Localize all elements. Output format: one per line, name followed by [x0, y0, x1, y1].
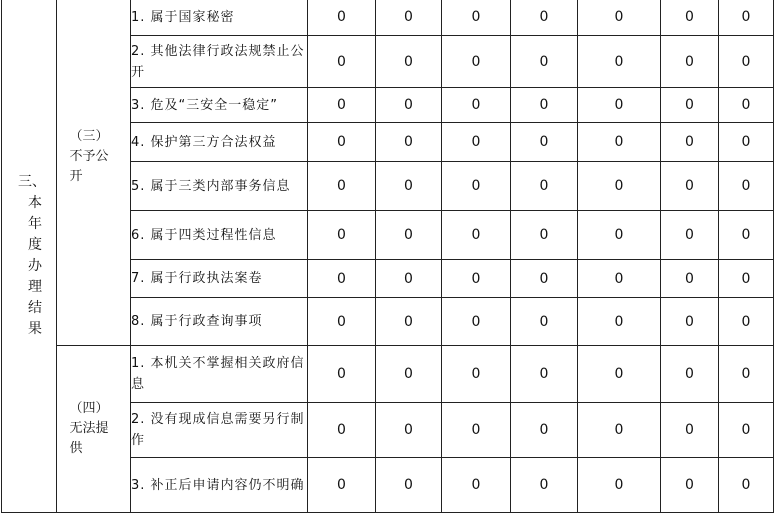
value-cell: 0 — [376, 298, 442, 346]
value-cell: 0 — [661, 123, 719, 162]
value-cell: 0 — [578, 403, 661, 458]
value-cell: 0 — [511, 211, 578, 260]
value-cell: 0 — [511, 260, 578, 298]
value-cell: 0 — [442, 0, 511, 36]
value-cell: 0 — [661, 88, 719, 123]
value-cell: 0 — [661, 260, 719, 298]
value-cell: 0 — [308, 298, 376, 346]
value-cell: 0 — [376, 346, 442, 403]
value-cell: 0 — [719, 458, 774, 513]
group-label: （四）无法提供 — [69, 401, 109, 456]
value-cell: 0 — [578, 36, 661, 88]
row-label: 5. 属于三类内部事务信息 — [131, 162, 308, 211]
value-cell: 0 — [661, 403, 719, 458]
value-cell: 0 — [719, 211, 774, 260]
table-row — [2, 346, 774, 403]
row-label: 3. 补正后申请内容仍不明确 — [131, 458, 308, 513]
value-cell: 0 — [511, 298, 578, 346]
value-cell: 0 — [578, 298, 661, 346]
row-label: 4. 保护第三方合法权益 — [131, 123, 308, 162]
value-cell: 0 — [442, 403, 511, 458]
value-cell: 0 — [578, 211, 661, 260]
value-cell: 0 — [661, 36, 719, 88]
value-cell: 0 — [308, 211, 376, 260]
value-cell: 0 — [511, 88, 578, 123]
value-cell: 0 — [719, 88, 774, 123]
value-cell: 0 — [308, 36, 376, 88]
value-cell: 0 — [511, 162, 578, 211]
value-cell: 0 — [661, 211, 719, 260]
value-cell: 0 — [376, 162, 442, 211]
value-cell: 0 — [661, 458, 719, 513]
section-title: 本年度办理结果 — [28, 194, 42, 337]
value-cell: 0 — [511, 403, 578, 458]
section-header-cell — [2, 0, 57, 513]
value-cell: 0 — [442, 298, 511, 346]
row-label: 6. 属于四类过程性信息 — [131, 211, 308, 260]
value-cell: 0 — [578, 0, 661, 36]
value-cell: 0 — [376, 88, 442, 123]
group-label-cell — [57, 346, 131, 513]
value-cell: 0 — [661, 298, 719, 346]
value-cell: 0 — [442, 162, 511, 211]
value-cell: 0 — [578, 458, 661, 513]
disclosure-results-table — [1, 0, 774, 513]
value-cell: 0 — [719, 298, 774, 346]
value-cell: 0 — [578, 88, 661, 123]
value-cell: 0 — [308, 403, 376, 458]
table-row — [2, 0, 774, 36]
value-cell: 0 — [719, 36, 774, 88]
value-cell: 0 — [578, 123, 661, 162]
row-label: 8. 属于行政查询事项 — [131, 298, 308, 346]
value-cell: 0 — [376, 260, 442, 298]
row-label: 3. 危及“三安全一稳定” — [131, 88, 308, 123]
value-cell: 0 — [308, 123, 376, 162]
value-cell: 0 — [511, 36, 578, 88]
value-cell: 0 — [578, 162, 661, 211]
value-cell: 0 — [719, 260, 774, 298]
value-cell: 0 — [308, 346, 376, 403]
value-cell: 0 — [661, 346, 719, 403]
value-cell: 0 — [308, 0, 376, 36]
value-cell: 0 — [719, 162, 774, 211]
row-label: 2. 没有现成信息需要另行制作 — [131, 403, 308, 458]
value-cell: 0 — [442, 211, 511, 260]
value-cell: 0 — [719, 0, 774, 36]
value-cell: 0 — [511, 458, 578, 513]
value-cell: 0 — [376, 123, 442, 162]
value-cell: 0 — [511, 0, 578, 36]
row-label: 7. 属于行政执法案卷 — [131, 260, 308, 298]
value-cell: 0 — [442, 88, 511, 123]
value-cell: 0 — [376, 403, 442, 458]
value-cell: 0 — [376, 458, 442, 513]
value-cell: 0 — [511, 346, 578, 403]
row-label: 1. 属于国家秘密 — [131, 0, 308, 36]
value-cell: 0 — [376, 0, 442, 36]
section-number: 三、 — [18, 173, 46, 190]
value-cell: 0 — [661, 0, 719, 36]
group-label: （三）不予公开 — [69, 129, 109, 184]
value-cell: 0 — [442, 458, 511, 513]
value-cell: 0 — [578, 260, 661, 298]
value-cell: 0 — [308, 260, 376, 298]
value-cell: 0 — [719, 346, 774, 403]
group-label-cell — [57, 0, 131, 346]
row-label: 2. 其他法律行政法规禁止公开 — [131, 36, 308, 88]
value-cell: 0 — [578, 346, 661, 403]
value-cell: 0 — [442, 123, 511, 162]
row-label: 1. 本机关不掌握相关政府信息 — [131, 346, 308, 403]
value-cell: 0 — [442, 260, 511, 298]
value-cell: 0 — [376, 36, 442, 88]
value-cell: 0 — [661, 162, 719, 211]
value-cell: 0 — [719, 123, 774, 162]
value-cell: 0 — [442, 346, 511, 403]
value-cell: 0 — [376, 211, 442, 260]
value-cell: 0 — [442, 36, 511, 88]
value-cell: 0 — [308, 458, 376, 513]
value-cell: 0 — [511, 123, 578, 162]
value-cell: 0 — [308, 162, 376, 211]
value-cell: 0 — [308, 88, 376, 123]
value-cell: 0 — [719, 403, 774, 458]
